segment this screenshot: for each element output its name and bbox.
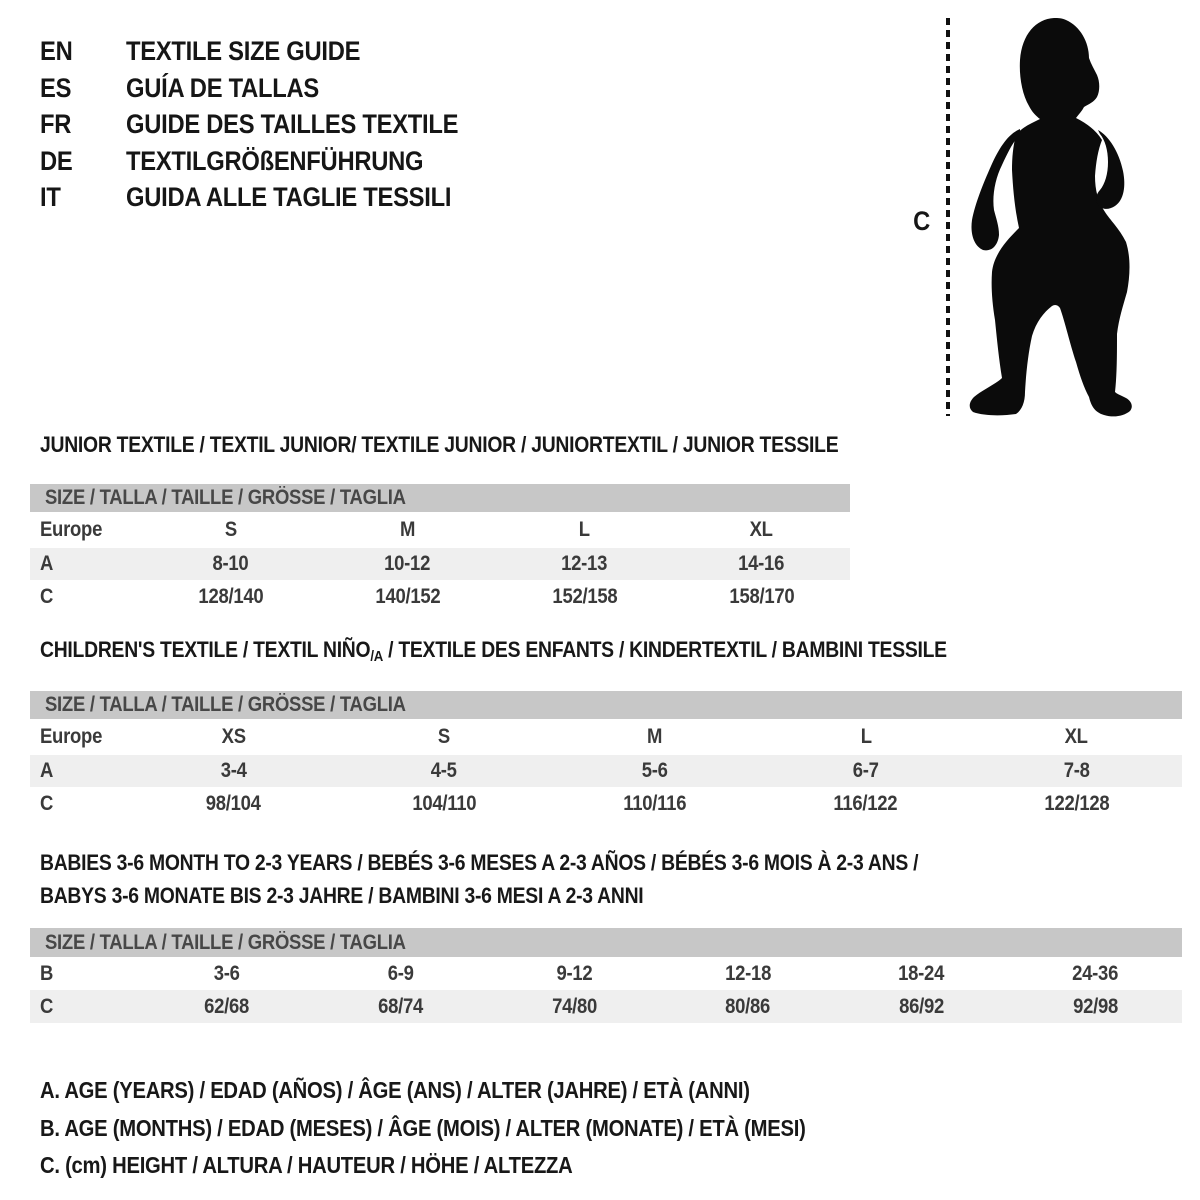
toddler-silhouette-image [962,14,1144,420]
size-value: 18-24 [898,961,945,985]
babies-size-table [30,928,1182,1023]
size-value: 80/86 [725,994,771,1018]
guide-title-es: GUÍA DE TALLAS [125,72,319,103]
size-column: S [224,518,237,541]
region-label: Europe [40,518,103,541]
size-value: 152/158 [552,585,617,608]
row-label: C [40,994,54,1018]
children-section-title: CHILDREN'S TEXTILE / TEXTIL $NIÑO_{/A}$ / TEXTILE DES ENFANTS / KINDERTEXTIL / BAMBINI TESSILE [40,637,947,665]
size-value: 9-12 [556,961,593,985]
size-value: 62/68 [204,994,250,1018]
size-value: 128/140 [198,585,263,608]
size-header-bar: SIZE / TALLA / TAILLE / GRÖSSE / TAGLIA [30,928,1182,957]
row-label: A [40,552,54,575]
size-value: 110/116 [623,792,687,815]
size-value: 5-6 [642,759,668,782]
size-value: 10-12 [384,552,431,575]
babies-months-row [30,957,1182,990]
size-value: 12-13 [561,552,608,575]
row-label: C [40,792,54,815]
legend-line-c: C. (cm) HEIGHT / ALTURA / HAUTEUR / HÖHE / ALTEZZA [40,1152,573,1178]
language-code: FR [40,109,72,140]
size-column: S [438,725,451,748]
size-value: 122/128 [1044,792,1110,815]
junior-height-row [30,580,850,614]
size-value: 68/74 [378,994,423,1018]
height-measure-dashed-line [946,18,950,416]
row-label: B [40,961,54,985]
size-header-bar: SIZE / TALLA / TAILLE / GRÖSSE / TAGLIA [30,691,1182,719]
legend-line-b: B. AGE (MONTHS) / EDAD (MESES) / ÂGE (MOIS) / ALTER (MONATE) / ETÀ (MESI) [40,1114,806,1141]
size-value: 98/104 [205,792,261,815]
guide-title-it: GUIDA ALLE TAGLIE TESSILI [125,182,451,213]
babies-title-line1: BABIES 3-6 MONTH TO 2-3 YEARS / BEBÉS 3-6 MESES A 2-3 AÑOS / BÉBÉS 3-6 MOIS À 2-3 ANS / [40,850,919,875]
nino-a-subscript: /A [370,648,383,665]
language-row-en [40,33,503,70]
language-title-list [40,33,503,216]
size-column: M [647,725,663,748]
junior-size-table [30,484,850,614]
junior-age-row [30,548,850,580]
region-label: Europe [40,725,103,748]
children-size-table [30,691,1182,821]
size-value: 6-7 [852,759,879,782]
guide-title-en: TEXTILE SIZE GUIDE [125,36,360,66]
size-value: 24-36 [1072,961,1119,985]
babies-section-title [40,846,1038,912]
size-value: 3-6 [213,961,240,985]
babies-height-row [30,990,1182,1023]
size-column: XS [221,725,246,748]
language-row-de [40,143,503,180]
junior-column-header-row [30,512,850,548]
size-value: 92/98 [1072,994,1118,1018]
size-column: L [578,518,591,541]
size-value: 3-4 [220,759,247,782]
language-code: IT [40,182,61,213]
size-value: 158/170 [729,585,794,608]
row-label: A [40,759,54,782]
language-code: ES [40,72,72,103]
size-column: L [860,725,872,748]
height-measure-label: C [913,206,931,236]
language-row-fr [40,106,503,143]
children-height-row [30,787,1182,821]
size-value: 140/152 [375,585,440,608]
size-value: 6-9 [387,961,414,985]
size-column: M [399,518,416,541]
size-value: 4-5 [431,759,458,782]
children-column-header-row [30,719,1182,755]
language-code: DE [40,145,73,176]
size-value: 14-16 [738,552,785,575]
language-row-it [40,179,503,216]
junior-section-title: JUNIOR TEXTILE / TEXTIL JUNIOR/ TEXTILE JUNIOR / JUNIORTEXTIL / JUNIOR TESSILE [40,432,839,457]
row-label: C [40,585,54,608]
size-value: 7-8 [1063,759,1090,782]
language-row-es [40,70,503,107]
legend-line-a: A. AGE (YEARS) / EDAD (AÑOS) / ÂGE (ANS) / ALTER (JAHRE) / ETÀ (ANNI) [40,1077,750,1103]
size-value: 12-18 [724,961,771,985]
language-code: EN [40,36,73,66]
size-value: 104/110 [412,792,477,815]
size-value: 116/122 [833,792,898,815]
children-age-row [30,755,1182,787]
size-value: 8-10 [212,552,249,575]
size-value: 86/92 [899,994,944,1018]
size-header-bar: SIZE / TALLA / TAILLE / GRÖSSE / TAGLIA [30,484,850,512]
size-value: 74/80 [551,994,597,1018]
guide-title-de: TEXTILGRÖßENFÜHRUNG [125,145,423,176]
size-column: XL [749,518,774,541]
babies-title-line2: BABYS 3-6 MONATE BIS 2-3 JAHRE / BAMBINI 3-6 MESI A 2-3 ANNI [40,883,644,908]
measurement-legend [40,1072,910,1185]
size-column: XL [1065,725,1089,748]
guide-title-fr: GUIDE DES TAILLES TEXTILE [125,109,458,140]
